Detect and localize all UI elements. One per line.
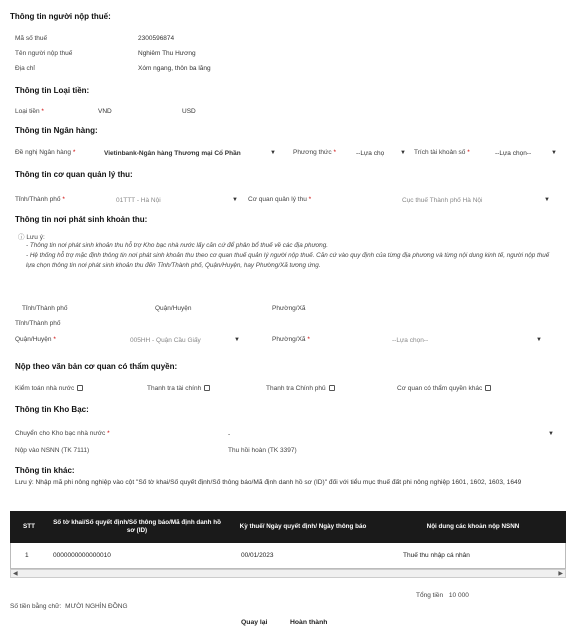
- treasury-transfer-label-text: Chuyển cho Kho bạc nhà nước: [15, 430, 106, 437]
- col-period: Kỳ thuế/ Ngày quyết định/ Ngày thông báo: [239, 523, 367, 530]
- col-district-header: Quận/Huyện: [155, 305, 192, 312]
- origin-district-select-value: 005HH - Quận Cầu Giấy: [130, 336, 201, 344]
- col-declaration: Số tờ khai/Số quyết định/Số thông báo/Mã định danh hồ sơ (ID): [53, 519, 221, 534]
- address-value: Xóm ngang, thôn ba lăng: [138, 65, 211, 72]
- method-select-value: --Lựa chọ: [356, 149, 385, 157]
- treasury-select-value: -: [228, 430, 231, 438]
- checkbox-state-audit[interactable]: [77, 385, 83, 391]
- origin-heading: Thông tin nơi phát sinh khoản thu:: [15, 215, 148, 224]
- treasury-heading: Thông tin Kho Bạc:: [15, 405, 89, 414]
- col-province-header: Tỉnh/Thành phố: [22, 305, 68, 312]
- chevron-down-icon: ▼: [270, 150, 276, 156]
- agency-label-text: Cơ quan quản lý thu: [248, 196, 307, 203]
- authority-docs-heading: Nộp theo văn bản cơ quan có thẩm quyền:: [15, 362, 178, 371]
- currency-label-text: Loại tiền: [15, 108, 40, 115]
- origin-note-1: - Thông tin nơi phát sinh khoản thu hỗ trợ Kho bạc nhà nước lấy căn cứ để phân bổ thuế về các địa phương.: [26, 242, 329, 249]
- chevron-down-icon: ▼: [548, 431, 554, 437]
- opt-government-inspection-label: Thanh tra Chính phủ: [266, 385, 326, 392]
- checkbox-finance-inspection[interactable]: [204, 385, 210, 391]
- origin-ward-select[interactable]: [392, 334, 542, 346]
- taxpayer-name-value: Nghiêm Thu Hương: [138, 50, 196, 57]
- debit-account-select-value: --Lựa chọn--: [495, 149, 532, 157]
- checkbox-other-authority[interactable]: [485, 385, 491, 391]
- origin-note-title-text: Lưu ý:: [26, 234, 45, 241]
- method-label-text: Phương thức: [293, 149, 332, 156]
- col-ward-header: Phường/Xã: [272, 305, 306, 312]
- amount-in-words: [10, 603, 128, 610]
- other-heading: Thông tin khác:: [15, 466, 75, 475]
- table-horizontal-scrollbar[interactable]: [10, 569, 566, 578]
- total-label: Tổng tiền: [416, 592, 444, 599]
- request-bank-label: Đề nghị Ngân hàng *: [15, 149, 76, 156]
- agency-select[interactable]: [402, 194, 550, 206]
- authority-province-label-text: Tỉnh/Thành phố: [15, 196, 61, 203]
- origin-province-input[interactable]: [15, 318, 16, 328]
- chevron-down-icon: ▼: [400, 150, 406, 156]
- origin-ward-label-text: Phường/Xã: [272, 336, 306, 343]
- authority-heading: Thông tin cơ quan quản lý thu:: [15, 170, 133, 179]
- bank-select-value: Vietinbank-Ngân hàng Thương mại Cổ Phần: [104, 149, 241, 157]
- cell-declaration: 0000000000000010: [53, 552, 111, 559]
- info-icon: ⓘ: [18, 234, 25, 241]
- taxpayer-name-label: Tên người nộp thuế: [15, 50, 73, 57]
- authority-province-label: Tỉnh/Thành phố *: [15, 196, 65, 203]
- authority-province-select-value: 01TTT - Hà Nội: [116, 196, 161, 204]
- table-row[interactable]: [10, 543, 566, 569]
- scroll-right-icon[interactable]: ▶: [558, 571, 563, 577]
- debit-account-label-text: Trích tài khoản số: [414, 149, 466, 156]
- bank-select[interactable]: [104, 147, 276, 159]
- debit-account-label: Trích tài khoản số *: [414, 149, 470, 156]
- origin-district-label-text: Quận/Huyện: [15, 336, 52, 343]
- cell-period: 00/01/2023: [241, 552, 274, 559]
- treasury-select[interactable]: [228, 428, 554, 440]
- currency-option-usd[interactable]: USD: [182, 108, 196, 115]
- chevron-down-icon: ▼: [551, 150, 557, 156]
- address-label: Địa chỉ: [15, 65, 35, 72]
- opt-government-inspection[interactable]: [266, 385, 335, 392]
- total-amount: [416, 592, 469, 599]
- nsnn-option[interactable]: Nộp vào NSNN (TK 7111): [15, 447, 90, 454]
- agency-label: Cơ quan quản lý thu *: [248, 196, 312, 203]
- origin-district-label: Quận/Huyện *: [15, 336, 56, 343]
- back-button[interactable]: Quay lại: [241, 619, 268, 626]
- method-label: Phương thức *: [293, 149, 336, 156]
- request-bank-label-text: Đề nghị Ngân hàng: [15, 149, 72, 156]
- col-content: Nội dung các khoản nộp NSNN: [426, 523, 520, 530]
- amount-in-words-value: MƯỜI NGHÌN ĐỒNG: [65, 603, 128, 610]
- taxpayer-heading: Thông tin người nộp thuế:: [10, 12, 111, 21]
- chevron-down-icon: ▼: [544, 197, 550, 203]
- opt-finance-inspection[interactable]: [147, 385, 210, 392]
- opt-state-audit-label: Kiểm toán nhà nước: [15, 385, 75, 392]
- cell-stt: 1: [25, 552, 29, 559]
- scroll-left-icon[interactable]: ◀: [13, 571, 18, 577]
- currency-label: Loại tiền *: [15, 108, 44, 115]
- col-stt: STT: [23, 523, 35, 530]
- opt-other-authority[interactable]: [397, 385, 491, 392]
- opt-other-authority-label: Cơ quan có thẩm quyền khác: [397, 385, 483, 392]
- tax-code-value: 2300596874: [138, 35, 175, 42]
- refund-option[interactable]: Thu hồi hoàn (TK 3397): [228, 447, 297, 454]
- origin-ward-select-value: --Lựa chọn--: [392, 336, 429, 344]
- other-note: Lưu ý: Nhập mã phi nông nghiệp vào cột "Số tờ khai/Số quyết định/Số thông báo/Mã định danh hồ sơ (ID)" đối với tiểu mục thuế đất phi nông nghiệp 1601, 1602, 1603, 1649: [15, 479, 522, 486]
- currency-heading: Thông tin Loại tiền:: [15, 86, 90, 95]
- origin-province-label: Tỉnh/Thành phố: [15, 320, 61, 327]
- bank-heading: Thông tin Ngân hàng:: [15, 126, 98, 135]
- chevron-down-icon: ▼: [232, 197, 238, 203]
- currency-option-vnd[interactable]: VND: [98, 108, 112, 115]
- tax-code-label: Mã số thuế: [15, 35, 48, 42]
- amount-in-words-label: Số tiền bằng chữ:: [10, 603, 62, 610]
- payment-table-header: [10, 511, 566, 543]
- origin-note-2: - Hệ thống hỗ trợ mặc định thông tin nơi phát sinh khoản thu theo cơ quan thuế quản lý người nộp thuế. Căn cứ vào quy định của từng địa phương và từng nội dung kinh tế, người nộp thuế lựa chọn thông tin nơi phát sinh khoản thu đến Tỉnh/Thành phố, Quận/Huyện, hay Phường/Xã tương ứng.: [26, 252, 550, 269]
- opt-finance-inspection-label: Thanh tra tài chính: [147, 385, 202, 392]
- total-value: 10 000: [448, 592, 469, 599]
- checkbox-government-inspection[interactable]: [329, 385, 335, 391]
- method-select[interactable]: [356, 147, 406, 159]
- agency-select-value: Cục thuế Thành phố Hà Nội: [402, 196, 483, 204]
- opt-state-audit[interactable]: [15, 385, 83, 392]
- chevron-down-icon: ▼: [234, 337, 240, 343]
- cell-content: Thuế thu nhập cá nhân: [403, 552, 470, 559]
- origin-note-title: [18, 232, 45, 241]
- debit-account-select[interactable]: [495, 147, 557, 159]
- origin-district-select[interactable]: [130, 334, 240, 346]
- finish-button[interactable]: Hoàn thành: [290, 619, 328, 626]
- authority-province-select[interactable]: [116, 194, 238, 206]
- origin-ward-label: Phường/Xã *: [272, 336, 310, 343]
- chevron-down-icon: ▼: [536, 337, 542, 343]
- treasury-transfer-label: Chuyển cho Kho bạc nhà nước *: [15, 430, 110, 437]
